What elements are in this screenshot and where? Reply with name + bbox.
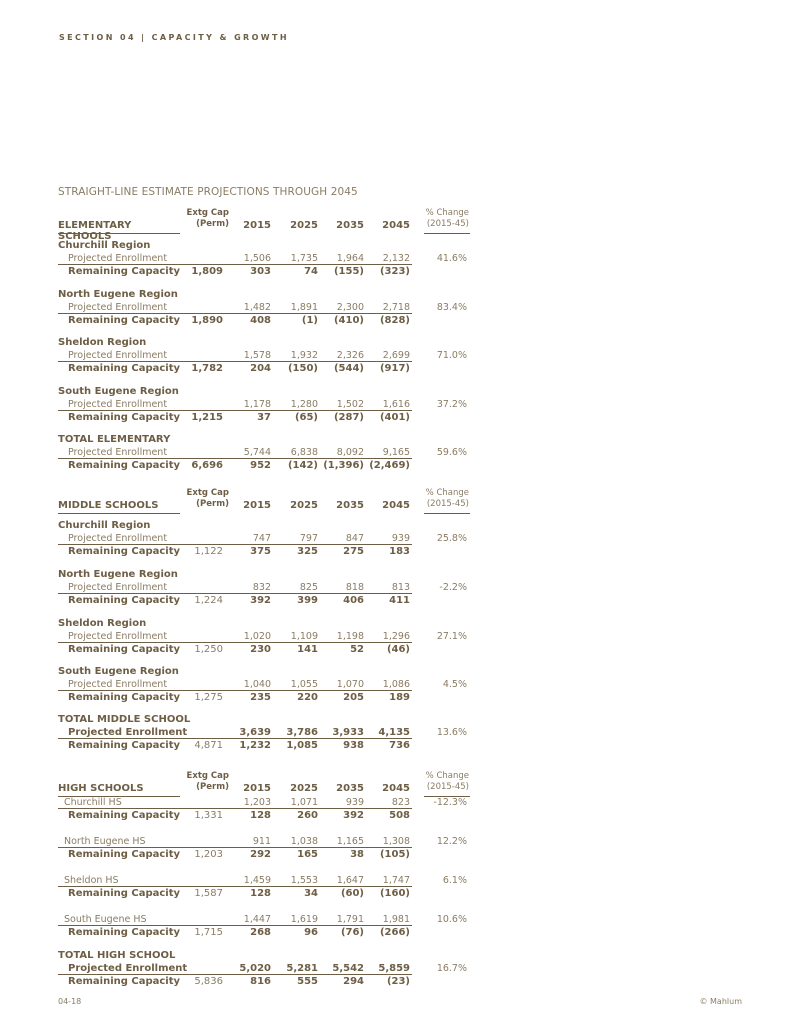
year-value: 1,459	[243, 875, 271, 886]
group-name: TOTAL HIGH SCHOOL	[58, 950, 176, 961]
existing-capacity: 1,250	[194, 644, 223, 655]
percent-change: 6.1%	[442, 875, 467, 886]
year-value: (401)	[379, 412, 410, 423]
change-underline	[424, 513, 470, 514]
year-value: 939	[391, 533, 410, 544]
row-label: Projected Enrollment	[68, 350, 168, 361]
percent-change: 25.8%	[436, 533, 467, 544]
year-value: 128	[250, 810, 271, 821]
change-header-line: % Change	[425, 488, 469, 498]
year-value: 189	[389, 692, 410, 703]
year-value: 5,020	[239, 963, 271, 974]
table-rule	[58, 925, 412, 926]
remaining-capacity-row	[0, 692, 800, 705]
document-title: STRAIGHT-LINE ESTIMATE PROJECTIONS THROUGH 2045	[58, 186, 358, 198]
year-value: 1,280	[290, 399, 318, 410]
year-value: 2,699	[382, 350, 410, 361]
percent-change: 71.0%	[436, 350, 467, 361]
remaining-capacity-row	[0, 363, 800, 376]
remaining-capacity-row	[0, 266, 800, 279]
table-rule	[58, 593, 412, 594]
row-label: Remaining Capacity	[68, 849, 181, 860]
capacity-column-header	[187, 208, 229, 230]
year-value: 3,933	[332, 727, 364, 738]
remaining-capacity-row	[0, 849, 800, 862]
year-value: 816	[250, 976, 271, 987]
existing-capacity: 5,836	[194, 976, 223, 987]
remaining-capacity-row	[0, 460, 800, 473]
year-column-header: 2045	[382, 500, 410, 511]
year-value: 952	[250, 460, 271, 471]
year-column-header: 2025	[290, 783, 318, 794]
year-value: 813	[391, 582, 410, 593]
section-heading: HIGH SCHOOLS	[58, 783, 144, 794]
year-value: 2,326	[336, 350, 364, 361]
year-value: (76)	[340, 927, 364, 938]
row-label: South Eugene HS	[64, 914, 147, 925]
row-label: Projected Enrollment	[68, 302, 168, 313]
year-value: 2,718	[382, 302, 410, 313]
year-value: 165	[297, 849, 318, 860]
table-rule	[58, 808, 412, 809]
year-value: (1)	[301, 315, 318, 326]
year-value: 747	[252, 533, 271, 544]
year-value: 34	[304, 888, 318, 899]
year-value: 1,506	[243, 253, 271, 264]
year-value: 2,300	[336, 302, 364, 313]
year-value: 406	[343, 595, 364, 606]
existing-capacity: 1,587	[194, 888, 223, 899]
year-value: (23)	[386, 976, 410, 987]
year-value: 204	[250, 363, 271, 374]
remaining-capacity-row	[0, 810, 800, 823]
table-rule	[58, 642, 412, 643]
capacity-column-header	[187, 771, 229, 793]
change-header-line: (2015-45)	[426, 782, 469, 792]
year-value: 325	[297, 546, 318, 557]
year-value: 1,109	[290, 631, 318, 642]
capacity-header-line: (Perm)	[196, 782, 229, 792]
year-value: (46)	[386, 644, 410, 655]
table-rule	[58, 410, 412, 411]
year-value: (160)	[379, 888, 410, 899]
group-name: South Eugene Region	[58, 666, 179, 677]
year-value: 3,786	[286, 727, 318, 738]
row-label: Remaining Capacity	[68, 740, 181, 751]
row-label: Projected Enrollment	[68, 447, 168, 458]
year-value: 5,859	[378, 963, 410, 974]
year-value: 1,553	[290, 875, 318, 886]
existing-capacity: 1,122	[194, 546, 223, 557]
year-column-header: 2015	[243, 783, 271, 794]
year-value: 1,791	[336, 914, 364, 925]
year-value: 832	[252, 582, 271, 593]
year-value: 1,482	[243, 302, 271, 313]
year-value: 1,232	[239, 740, 271, 751]
change-header-line: % Change	[425, 771, 469, 781]
year-value: (266)	[379, 927, 410, 938]
row-label: Remaining Capacity	[68, 315, 181, 326]
year-value: 5,281	[286, 963, 318, 974]
year-value: 399	[297, 595, 318, 606]
remaining-capacity-row	[0, 976, 800, 989]
year-column-header: 2045	[382, 220, 410, 231]
row-label: Projected Enrollment	[68, 399, 168, 410]
year-value: 205	[343, 692, 364, 703]
year-value: 1,086	[382, 679, 410, 690]
year-value: 408	[250, 315, 271, 326]
year-value: 220	[297, 692, 318, 703]
group-name: Sheldon Region	[58, 337, 147, 348]
year-value: (828)	[379, 315, 410, 326]
year-value: 96	[304, 927, 318, 938]
year-value: 797	[299, 533, 318, 544]
group-name: Churchill Region	[58, 520, 151, 531]
percent-change: 10.6%	[436, 914, 467, 925]
year-value: 1,308	[382, 836, 410, 847]
year-value: (60)	[340, 888, 364, 899]
year-value: (287)	[333, 412, 364, 423]
change-column-header	[426, 488, 469, 510]
year-value: 911	[252, 836, 271, 847]
percent-change: 13.6%	[436, 727, 467, 738]
section-heading: MIDDLE SCHOOLS	[58, 500, 159, 511]
year-value: 939	[345, 797, 364, 808]
percent-change: 12.2%	[436, 836, 467, 847]
row-label: Projected Enrollment	[68, 963, 188, 974]
year-column-header: 2035	[336, 500, 364, 511]
year-value: 4,135	[378, 727, 410, 738]
row-label: Remaining Capacity	[68, 363, 181, 374]
percent-change: 41.6%	[436, 253, 467, 264]
change-header-line: % Change	[425, 208, 469, 218]
year-value: 1,165	[336, 836, 364, 847]
row-label: Remaining Capacity	[68, 976, 181, 987]
year-value: 823	[391, 797, 410, 808]
year-value: (544)	[333, 363, 364, 374]
remaining-capacity-row	[0, 888, 800, 901]
year-value: 303	[250, 266, 271, 277]
year-value: 1,071	[290, 797, 318, 808]
year-value: (105)	[379, 849, 410, 860]
year-value: 1,085	[286, 740, 318, 751]
year-value: 1,578	[243, 350, 271, 361]
existing-capacity: 1,331	[194, 810, 223, 821]
year-value: 1,020	[243, 631, 271, 642]
year-value: 1,747	[382, 875, 410, 886]
row-label: Remaining Capacity	[68, 266, 181, 277]
year-value: (150)	[287, 363, 318, 374]
row-label: Sheldon HS	[64, 875, 119, 886]
table-rule	[58, 264, 412, 265]
row-label: Remaining Capacity	[68, 412, 181, 423]
row-label: Projected Enrollment	[68, 727, 188, 738]
year-value: 1,203	[243, 797, 271, 808]
capacity-header-line: Extg Cap	[186, 208, 229, 218]
row-label: Churchill HS	[64, 797, 122, 808]
year-value: 52	[350, 644, 364, 655]
year-value: 411	[389, 595, 410, 606]
year-value: 555	[297, 976, 318, 987]
percent-change: 4.5%	[442, 679, 467, 690]
year-value: 8,092	[336, 447, 364, 458]
year-value: (2,469)	[369, 460, 410, 471]
year-value: 235	[250, 692, 271, 703]
year-value: 128	[250, 888, 271, 899]
change-column-header	[426, 771, 469, 793]
change-header-line: (2015-45)	[426, 219, 469, 229]
remaining-capacity-row	[0, 595, 800, 608]
table-rule	[58, 974, 412, 975]
year-column-header: 2025	[290, 220, 318, 231]
year-value: 294	[343, 976, 364, 987]
year-value: 183	[389, 546, 410, 557]
remaining-capacity-row	[0, 546, 800, 559]
existing-capacity: 1,809	[191, 266, 223, 277]
year-column-header: 2035	[336, 783, 364, 794]
existing-capacity: 1,224	[194, 595, 223, 606]
capacity-header-line: Extg Cap	[186, 488, 229, 498]
change-header-line: (2015-45)	[426, 499, 469, 509]
remaining-capacity-row	[0, 644, 800, 657]
year-value: 825	[299, 582, 318, 593]
year-value: (410)	[333, 315, 364, 326]
year-value: 1,198	[336, 631, 364, 642]
row-label: Remaining Capacity	[68, 644, 181, 655]
year-value: 260	[297, 810, 318, 821]
group-name: Churchill Region	[58, 240, 151, 251]
year-column-header: 2045	[382, 783, 410, 794]
percent-change: 83.4%	[436, 302, 467, 313]
percent-change: 37.2%	[436, 399, 467, 410]
table-rule	[58, 847, 412, 848]
existing-capacity: 1,890	[191, 315, 223, 326]
row-label: Projected Enrollment	[68, 582, 168, 593]
year-value: 230	[250, 644, 271, 655]
row-label: Remaining Capacity	[68, 927, 181, 938]
row-label: Remaining Capacity	[68, 546, 181, 557]
row-label: Remaining Capacity	[68, 692, 181, 703]
percent-change: -2.2%	[439, 582, 467, 593]
row-label: Remaining Capacity	[68, 460, 181, 471]
year-value: 1,447	[243, 914, 271, 925]
year-value: 375	[250, 546, 271, 557]
year-value: (65)	[294, 412, 318, 423]
year-value: (917)	[379, 363, 410, 374]
table-rule	[58, 544, 412, 545]
year-value: 38	[350, 849, 364, 860]
remaining-capacity-row	[0, 315, 800, 328]
remaining-capacity-row	[0, 740, 800, 753]
year-value: 74	[304, 266, 318, 277]
year-value: 275	[343, 546, 364, 557]
year-value: 736	[389, 740, 410, 751]
year-value: 1,178	[243, 399, 271, 410]
existing-capacity: 6,696	[191, 460, 223, 471]
change-column-header	[426, 208, 469, 230]
table-rule	[58, 738, 412, 739]
year-value: 938	[343, 740, 364, 751]
capacity-column-header	[187, 488, 229, 510]
year-value: 1,964	[336, 253, 364, 264]
section-table-header	[0, 206, 800, 240]
year-column-header: 2015	[243, 220, 271, 231]
year-value: 1,038	[290, 836, 318, 847]
year-value: 9,165	[382, 447, 410, 458]
row-label: Remaining Capacity	[68, 810, 181, 821]
year-column-header: 2035	[336, 220, 364, 231]
year-value: 5,744	[243, 447, 271, 458]
section-table-header	[0, 486, 800, 520]
capacity-header-line: (Perm)	[196, 219, 229, 229]
table-rule	[58, 690, 412, 691]
year-value: 37	[257, 412, 271, 423]
year-value: 1,040	[243, 679, 271, 690]
row-label: Projected Enrollment	[68, 533, 168, 544]
percent-change: -12.3%	[433, 797, 467, 808]
existing-capacity: 1,203	[194, 849, 223, 860]
group-name: TOTAL ELEMENTARY	[58, 434, 171, 445]
year-value: 1,070	[336, 679, 364, 690]
existing-capacity: 1,782	[191, 363, 223, 374]
percent-change: 59.6%	[436, 447, 467, 458]
year-value: (142)	[287, 460, 318, 471]
row-label: Projected Enrollment	[68, 631, 168, 642]
year-value: 1,647	[336, 875, 364, 886]
row-label: Projected Enrollment	[68, 253, 168, 264]
year-value: 3,639	[239, 727, 271, 738]
page-number: 04-18	[58, 997, 82, 1006]
year-value: (1,396)	[323, 460, 364, 471]
section-header: SECTION 04 | CAPACITY & GROWTH	[59, 33, 289, 42]
year-value: 1,296	[382, 631, 410, 642]
year-value: 1,616	[382, 399, 410, 410]
year-value: 1,619	[290, 914, 318, 925]
capacity-header-line: (Perm)	[196, 499, 229, 509]
copyright: © Mahlum	[699, 997, 742, 1006]
existing-capacity: 1,275	[194, 692, 223, 703]
year-value: 6,838	[290, 447, 318, 458]
year-value: 1,891	[290, 302, 318, 313]
remaining-capacity-row	[0, 927, 800, 940]
percent-change: 16.7%	[436, 963, 467, 974]
year-value: 2,132	[382, 253, 410, 264]
group-name: North Eugene Region	[58, 569, 178, 580]
change-underline	[424, 233, 470, 234]
remaining-capacity-row	[0, 412, 800, 425]
existing-capacity: 4,871	[194, 740, 223, 751]
year-value: 392	[250, 595, 271, 606]
year-column-header: 2015	[243, 500, 271, 511]
group-name: TOTAL MIDDLE SCHOOL	[58, 714, 191, 725]
group-name: Sheldon Region	[58, 618, 147, 629]
year-value: 292	[250, 849, 271, 860]
table-rule	[58, 313, 412, 314]
table-rule	[58, 361, 412, 362]
year-value: 847	[345, 533, 364, 544]
existing-capacity: 1,715	[194, 927, 223, 938]
year-column-header: 2025	[290, 500, 318, 511]
percent-change: 27.1%	[436, 631, 467, 642]
group-name: South Eugene Region	[58, 386, 179, 397]
year-value: 392	[343, 810, 364, 821]
row-label: Projected Enrollment	[68, 679, 168, 690]
year-value: 1,055	[290, 679, 318, 690]
year-value: 1,981	[382, 914, 410, 925]
year-value: 508	[389, 810, 410, 821]
year-value: 268	[250, 927, 271, 938]
year-value: 141	[297, 644, 318, 655]
heading-underline	[58, 513, 180, 514]
group-name: North Eugene Region	[58, 289, 178, 300]
row-label: Remaining Capacity	[68, 888, 181, 899]
year-value: (323)	[379, 266, 410, 277]
section-heading: ELEMENTARY SCHOOLS	[58, 220, 132, 242]
row-label: North Eugene HS	[64, 836, 146, 847]
year-value: 1,932	[290, 350, 318, 361]
year-value: 818	[345, 582, 364, 593]
year-value: 5,542	[332, 963, 364, 974]
year-value: (155)	[333, 266, 364, 277]
table-rule	[58, 458, 412, 459]
year-value: 1,735	[290, 253, 318, 264]
year-value: 1,502	[336, 399, 364, 410]
row-label: Remaining Capacity	[68, 595, 181, 606]
heading-underline	[58, 233, 180, 234]
existing-capacity: 1,215	[191, 412, 223, 423]
capacity-header-line: Extg Cap	[186, 771, 229, 781]
table-rule	[58, 886, 412, 887]
